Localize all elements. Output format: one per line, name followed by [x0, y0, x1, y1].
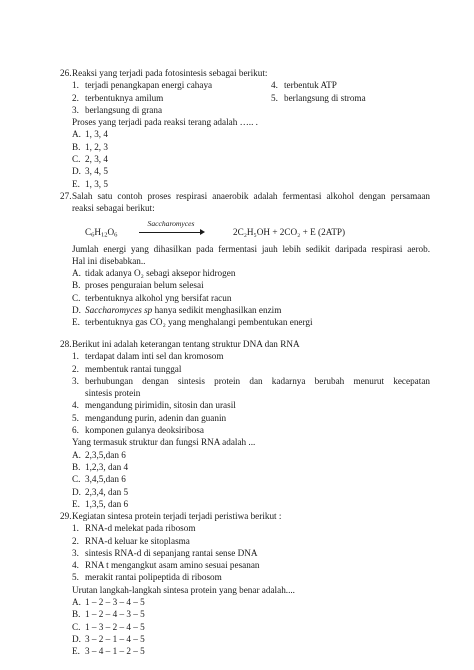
reaction-equation: [60, 218, 430, 240]
list-item-cont: sintesis protein: [85, 388, 141, 399]
question-27: [60, 190, 430, 329]
question-prompt: Hal ini disebabkan..: [72, 255, 146, 266]
list-item: 3. sintesis RNA-d di sepanjang rantai sense DNA: [72, 547, 258, 558]
list-item: 5. merakit rantai polipeptida di ribosom: [72, 572, 222, 583]
question-prompt: Urutan langkah-langkah sintesa protein yang benar adalah....: [72, 584, 295, 595]
question-29: [60, 510, 430, 658]
list-item: 4. RNA t mengangkut asam amino sesuai pesanan: [72, 560, 260, 571]
question-text: Berikut ini adalah keterangan tentang struktur DNA dan RNA: [72, 339, 300, 349]
arrowhead-icon: [200, 229, 205, 235]
question-number: 27.: [60, 191, 72, 201]
answer-option[interactable]: B. 1, 2, 3: [72, 141, 108, 152]
answer-option[interactable]: E. 3 – 4 – 1 – 2 – 5: [72, 646, 145, 657]
question-prompt: Proses yang terjadi pada reaksi terang adalah ….. .: [72, 117, 258, 128]
answer-option[interactable]: C. 1 – 3 – 2 – 4 – 5: [72, 621, 145, 632]
answer-option[interactable]: D. Saccharomyces sp hanya sedikit menghasilkan enzim: [72, 305, 282, 316]
answer-option[interactable]: B. proses penguraian belum selesai: [72, 280, 204, 291]
list-item: 1. terdapat dalam inti sel dan kromosom: [72, 351, 224, 362]
question-number: 26.: [60, 68, 72, 78]
question-28: [60, 338, 430, 510]
question-text: Jumlah energi yang dihasilkan pada fermentasi jauh lebih sedikit daripada respirasi aerob.: [72, 243, 430, 254]
equation-products: 2C₂H₅OH + 2CO₂ + E (2ATP): [233, 226, 346, 237]
answer-option[interactable]: E. 1,3,5, dan 6: [72, 498, 129, 509]
answer-option[interactable]: E. 1, 3, 5: [72, 178, 108, 189]
answer-option[interactable]: A. 1, 3, 4: [72, 129, 108, 140]
answer-option[interactable]: C. 2, 3, 4: [72, 154, 108, 165]
answer-option[interactable]: A. 2,3,5,dan 6: [72, 449, 126, 460]
question-text: Kegiatan sintesa protein terjadi terjadi peristiwa berikut :: [72, 511, 282, 521]
answer-option[interactable]: C. 3,4,5,dan 6: [72, 474, 126, 485]
equation-reactant: $C_6H_{12}O_6$: [85, 226, 118, 239]
question-text: Reaksi yang terjadi pada fotosintesis sebagai berikut:: [72, 68, 268, 78]
question-text: Salah satu contoh proses respirasi anaerobik adalah fermentasi alkohol dengan persamaan: [72, 191, 430, 201]
list-item: 2. terbentuknya amilum 5. berlangsung di stroma: [72, 92, 366, 103]
equation-enzyme-label: Saccharomyces: [147, 218, 195, 228]
question-prompt: Yang termasuk struktur dan fungsi RNA adalah ...: [72, 437, 256, 448]
list-item: 3. berlangsung di grana: [72, 104, 163, 115]
answer-option[interactable]: E. terbentuknya gas CO₂ yang menghalangi pembentukan energi: [72, 317, 313, 328]
question-number: 29.: [60, 511, 72, 521]
answer-option[interactable]: B. 1 – 2 – 4 – 3 – 5: [72, 609, 145, 620]
question-number: 28.: [60, 339, 72, 349]
answer-option[interactable]: D. 2,3,4, dan 5: [72, 486, 129, 497]
list-item: 2. RNA-d keluar ke sitoplasma: [72, 535, 190, 546]
list-item: 1. terjadi penangkapan energi cahaya 4. terbentuk ATP: [72, 80, 337, 91]
list-item: 4. mengandung pirimidin, sitosin dan urasil: [72, 400, 236, 411]
reaction-arrow: [139, 232, 203, 233]
list-item: 5. mengandung purin, adenin dan guanin: [72, 412, 227, 423]
answer-option[interactable]: C. terbentuknya alkohol yng bersifat racun: [72, 292, 232, 303]
question-26: [60, 67, 430, 190]
list-item: 2. membentuk rantai tunggal: [72, 363, 182, 374]
list-item: 1. RNA-d melekat pada ribosom: [72, 523, 196, 534]
answer-option[interactable]: B. 1,2,3, dan 4: [72, 461, 129, 472]
answer-option[interactable]: D. 3 – 2 – 1 – 4 – 5: [72, 633, 145, 644]
answer-option[interactable]: A. tidak adanya O₂ sebagi aksepor hidrogen: [72, 268, 236, 279]
list-item: 6. komponen gulanya deoksiribosa: [72, 425, 204, 436]
list-item: 3. berhubungan dengan sintesis protein dan kadarnya berubah menurut kecepatan: [72, 375, 430, 386]
answer-option[interactable]: A. 1 – 2 – 3 – 4 – 5: [72, 597, 145, 608]
answer-option[interactable]: D. 3, 4, 5: [72, 166, 108, 177]
question-text-cont: reaksi sebagai berikut:: [72, 203, 155, 214]
